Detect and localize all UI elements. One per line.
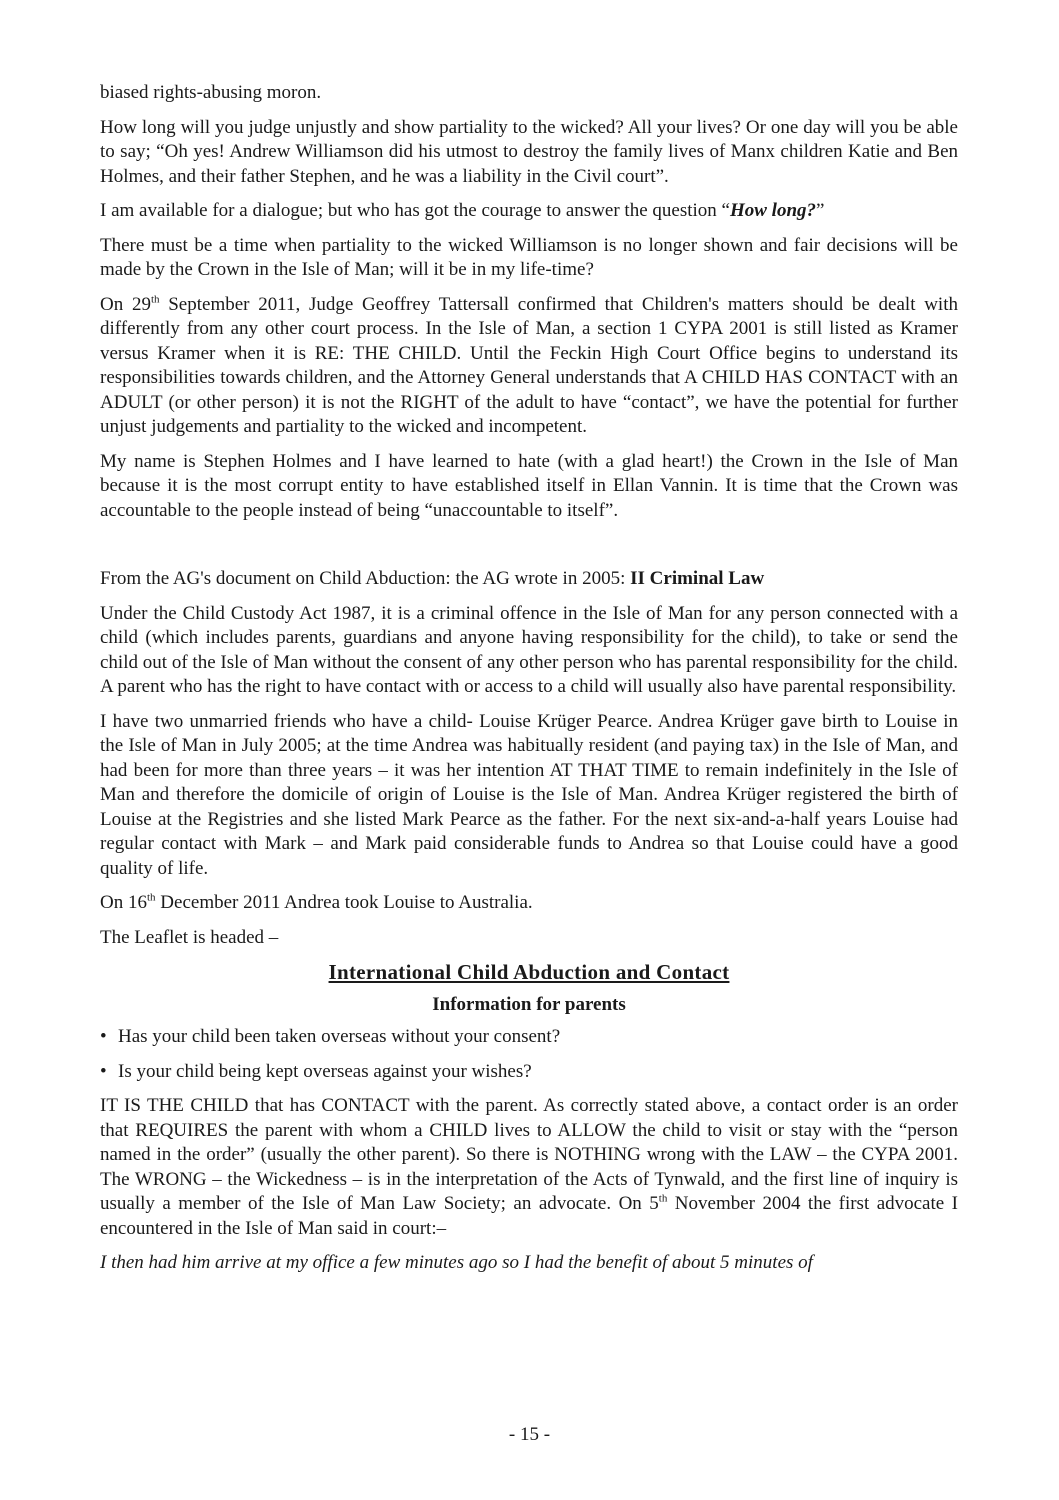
list-item-text: Is your child being kept overseas against your wishes?: [118, 1060, 532, 1082]
paragraph: I have two unmarried friends who have a child- Louise Krüger Pearce. Andrea Krüger gave birth to Louise in the Isle of Man in July 2005; at the time Andrea was habitually resident (and paying tax) in the Isle of Man, and had been for more than three years – it was her intention AT THAT TIME to remain indefinitely in the Isle of Man and therefore the domicile of origin of Louise is the Isle of Man. Andrea Krüger registered the birth of Louise at the Registries and she listed Mark Pearce as the father. For the next six-and-a-half years Louise had regular contact with Mark – and Mark paid considerable funds to Andrea so that Louise could have a good quality of life.: [100, 710, 958, 879]
paragraph-text: On 16: [100, 892, 147, 913]
list-item: [100, 1060, 958, 1085]
page-body: [100, 81, 958, 1286]
paragraph-text: ”: [816, 200, 825, 221]
paragraph: Under the Child Custody Act 1987, it is a criminal offence in the Isle of Man for any person connected with a child (which includes parents, guardians and anyone having responsibility for the child), to take or send the child out of the Isle of Man without the consent of any other person who has parental responsibility for the child. A parent who has the right to have contact with or access to a child will usually also have parental responsibility.: [100, 602, 958, 697]
bullet-icon: •: [100, 1026, 107, 1047]
paragraph-text: November 2004 the first advocate I encountered in the Isle of Man said in court:–: [100, 1193, 959, 1239]
paragraph: [100, 293, 958, 440]
emphasis-text: How long?: [729, 200, 817, 221]
list-item-text: Has your child been taken overseas without your consent?: [118, 1026, 561, 1047]
paragraph-text: I am available for a dialogue; but who has got the courage to answer the question “: [100, 200, 730, 221]
paragraph: [100, 199, 958, 224]
superscript: th: [150, 293, 160, 306]
paragraph-text: On 29: [100, 293, 151, 315]
paragraph: [100, 1094, 958, 1241]
paragraph-text: IT IS THE CHILD that has CONTACT with the parent. As correctly stated above, a contact order is an order that REQUIRES the parent with whom a CHILD lives to ALLOW the child to visit or stay with the “person named in the order” (usually the other parent). So there is NOTHING wrong with the LAW – the CYPA 2001. The WRONG – the Wickedness – is in the interpretation of the Acts of Tynwald, and the first line of inquiry is usually a member of the Isle of Man Law Society; an advocate. On 5: [100, 1095, 958, 1214]
section-spacer: [100, 533, 958, 567]
paragraph: There must be a time when partiality to the wicked Williamson is no longer shown and fair decisions will be made by the Crown in the Isle of Man; will it be in my life-time?: [100, 234, 958, 280]
bullet-icon: •: [100, 1060, 107, 1082]
paragraph: How long will you judge unjustly and show partiality to the wicked? All your lives? Or one day will you be able to say; “Oh yes! Andrew Williamson did his utmost to destroy the family lives of Manx children Katie and Ben Holmes, and their father Stephen, and he was a liability in the Civil court”.: [100, 116, 958, 187]
section-heading: International Child Abduction and Contact: [328, 960, 730, 984]
paragraph: [100, 891, 958, 916]
paragraph-text: From the AG's document on Child Abduction: the AG wrote in 2005:: [100, 568, 631, 589]
paragraph: biased rights-abusing moron.: [100, 82, 322, 103]
list-item: [100, 1025, 958, 1050]
paragraph: [100, 567, 958, 592]
bold-text: II Criminal Law: [630, 568, 765, 589]
paragraph-text: December 2011 Andrea took Louise to Australia.: [155, 892, 533, 913]
superscript: th: [146, 891, 156, 904]
page-number: - 15 -: [508, 1424, 551, 1445]
paragraph-text: September 2011, Judge Geoffrey Tattersall confirmed that Children's matters should be dealt with differently from any other court process. In the Isle of Man, a section 1 CYPA 2001 is still listed as Kramer versus Kramer when it is RE: THE CHILD. Until the Feckin High Court Office begins to understand its responsibilities towards children, and the Attorney General understands that A CHILD HAS CONTACT with an ADULT (or other person) it is not the RIGHT of the adult to have “contact”, we have the potential for further unjust judgements and partiality to the wicked and incompetent.: [100, 293, 958, 437]
section-subheading: Information for parents: [432, 993, 626, 1015]
paragraph: The Leaflet is headed –: [100, 926, 279, 948]
paragraph: My name is Stephen Holmes and I have learned to hate (with a glad heart!) the Crown in the Isle of Man because it is the most corrupt entity to have established itself in Ellan Vannin. It is time that the Crown was accountable to the people instead of being “unaccountable to itself”.: [100, 450, 958, 521]
superscript: th: [658, 1192, 668, 1205]
quoted-paragraph: I then had him arrive at my office a few minutes ago so I had the benefit of about 5 minutes of: [100, 1252, 813, 1273]
